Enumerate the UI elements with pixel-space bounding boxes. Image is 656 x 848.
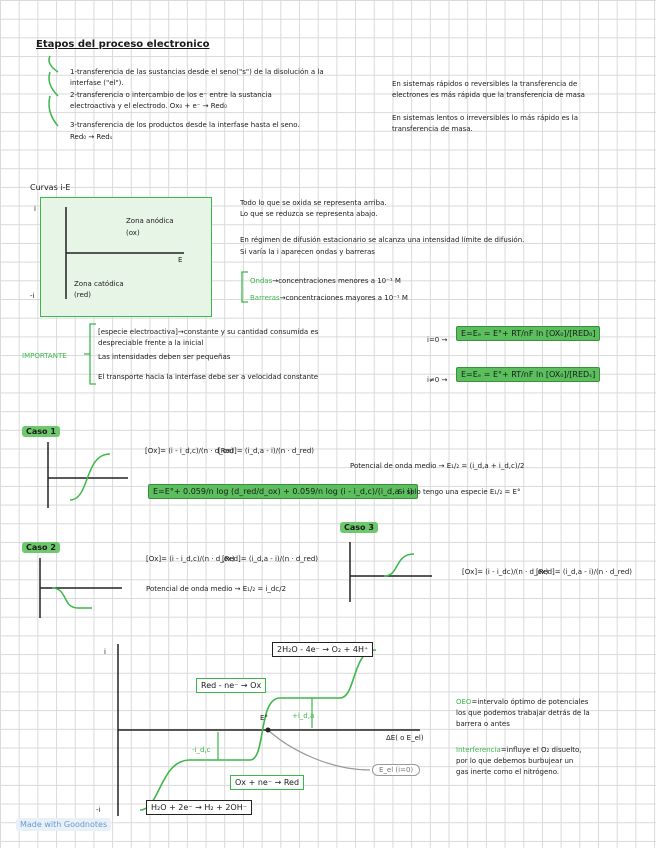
nernst-eq-2: E=Eₑ = E°+ RT/nF ln [OX₀]/[REDₛ] <box>456 367 600 382</box>
anodic-zone-sub: (ox) <box>126 229 140 237</box>
caso-1-equation: E=E°+ 0.059/n log (d_red/d_ox) + 0.059/n log (i - i_d,c)/(i_d,a - i) <box>148 484 418 499</box>
ondas-text: →concentraciones menores a 10⁻¹ M <box>272 277 401 285</box>
cathodic-zone-sub: (red) <box>74 291 91 299</box>
eq1-condition: i=0 → <box>427 336 448 344</box>
curves-note-3: En régimen de difusión estacionario se alcanza una intensidad límite de difusión. <box>240 236 525 244</box>
curves-title: Curvas i-E <box>30 183 71 192</box>
interference-text-2: por lo que debemos burbujear un <box>456 757 574 765</box>
interference-text-3: gas inerte como el nitrógeno. <box>456 768 560 776</box>
curves-note-1: Todo lo que se oxida se representa arriba. <box>240 199 387 207</box>
cathodic-zone: Zona catódica <box>74 280 124 288</box>
oeo-text-1: =intervalo óptimo de potenciales <box>471 698 589 706</box>
nernst-eq-1: E=Eₑ = E°+ RT/nF ln [OX₀]/[RED₀] <box>456 326 600 341</box>
step-3-line-b: Red₀ → Redₛ <box>70 133 113 141</box>
important-bracket-icon <box>84 322 98 388</box>
slow-note-line-b: transferencia de masa. <box>392 125 473 133</box>
caso-3-label: Caso 3 <box>340 522 378 533</box>
caso-3-ox: [Ox]= (i - i_dc)/(n · d_ox) <box>462 568 549 576</box>
step-2-line-b: electroactiva y el electrodo. Ox₀ + e⁻ → Red₀ <box>70 102 227 110</box>
step-1-line-b: interfase ("el"). <box>70 79 124 87</box>
caso-1-ox: [Ox]= (i - i_d,c)/(n · d_ox) <box>145 447 234 455</box>
curves-note-2: Lo que se reduzca se representa abajo. <box>240 210 378 218</box>
e-eq-ellipse: E_el (i=0) <box>372 764 420 776</box>
important-label: IMPORTANTE <box>22 352 67 360</box>
oeo-text-3: barrera o antes <box>456 720 510 728</box>
big-graph-minus-i: -i <box>96 806 101 814</box>
barreras-text: →concentraciones mayores a 10⁻¹ M <box>279 294 408 302</box>
big-graph-id-a: +i_d,a <box>292 712 315 720</box>
caso-1-note: Si solo tengo una especie E₁/₂ = E° <box>398 488 521 496</box>
curves-x-label: E <box>178 256 183 264</box>
important-1-b: despreciable frente a la inicial <box>98 339 204 347</box>
step-3-line-a: 3-transferencia de los productos desde la interfase hasta el seno. <box>70 121 300 129</box>
page-title: Etapos del proceso electronico <box>36 39 210 50</box>
ondas-bracket-icon <box>238 270 250 306</box>
fast-note-line-b: electrones es más rápida que la transferencia de masa <box>392 91 585 99</box>
water-reduction-box: H₂O + 2e⁻ → H₂ + 2OH⁻ <box>146 800 252 815</box>
important-3: El transporte hacia la interfase debe ser a velocidad constante <box>98 373 319 381</box>
big-graph-e0: E° <box>260 714 268 722</box>
caso-2-label: Caso 2 <box>22 542 60 553</box>
big-graph-y-label: i <box>104 648 106 656</box>
important-1-a: [especie electroactiva]→constante y su cantidad consumida es <box>98 328 319 336</box>
curves-note-4: Si varía la i aparecen ondas y barreras <box>240 248 375 256</box>
caso-3-graph <box>344 540 434 604</box>
caso-2-graph <box>34 556 124 620</box>
step-1-line-a: 1-transferencia de las sustancias desde el seno("s") de la disolución a la <box>70 68 324 76</box>
caso-3-red: [Red]= (i_d,a - i)/(n · d_red) <box>536 568 632 576</box>
caso-1-graph <box>40 440 130 510</box>
slow-note-line-a: En sistemas lentos o irreversibles lo más rápido es la <box>392 114 579 122</box>
ox-to-red-box: Ox + ne⁻ → Red <box>230 775 304 790</box>
important-2: Las intensidades deben ser pequeñas <box>98 353 231 361</box>
caso-2-red: [Red]= (i_d,a - i)/(n · d_red) <box>222 555 318 563</box>
big-graph-x-label: ΔE( o E_el) <box>386 734 424 742</box>
eq2-condition: i≠0 → <box>427 376 448 384</box>
big-iE-graph <box>100 640 430 820</box>
caso-1-label: Caso 1 <box>22 426 60 437</box>
water-oxidation-box: 2H₂O - 4e⁻ → O₂ + 4H⁺ <box>272 642 373 657</box>
step-2-line-a: 2-transferencia o intercambio de los e⁻ entre la sustancia <box>70 91 272 99</box>
big-graph-id-c: -i_d,c <box>192 746 211 754</box>
interference-text-1: =influye el O₂ disuelto, <box>500 746 582 754</box>
curves-minus-i: -i <box>30 292 35 300</box>
caso-1-red: [Red]= (i_d,a - i)/(n · d_red) <box>218 447 314 455</box>
fast-note-line-a: En sistemas rápidos o reversibles la transferencia de <box>392 80 578 88</box>
goodnotes-watermark: Made with Goodnotes <box>16 818 111 831</box>
anodic-zone: Zona anódica <box>126 217 174 225</box>
red-to-ox-box: Red - ne⁻ → Ox <box>196 678 266 693</box>
caso-2-potential: Potencial de onda medio → E₁/₂ = i_dc/2 <box>146 585 287 593</box>
curves-y-label: i <box>34 205 36 213</box>
barreras-label: Barreras <box>250 294 280 302</box>
oeo-text-2: los que podemos trabajar detrás de la <box>456 709 590 717</box>
caso-1-potential: Potencial de onda medio → E₁/₂ = (i_d,a + i_d,c)/2 <box>350 462 525 470</box>
oeo-label: OEO <box>456 698 472 706</box>
ondas-label: Ondas <box>250 277 273 285</box>
interference-label: Interferencia <box>456 746 501 754</box>
caso-2-ox: [Ox]= (i - i_d,c)/(n · d_ox) <box>146 555 235 563</box>
